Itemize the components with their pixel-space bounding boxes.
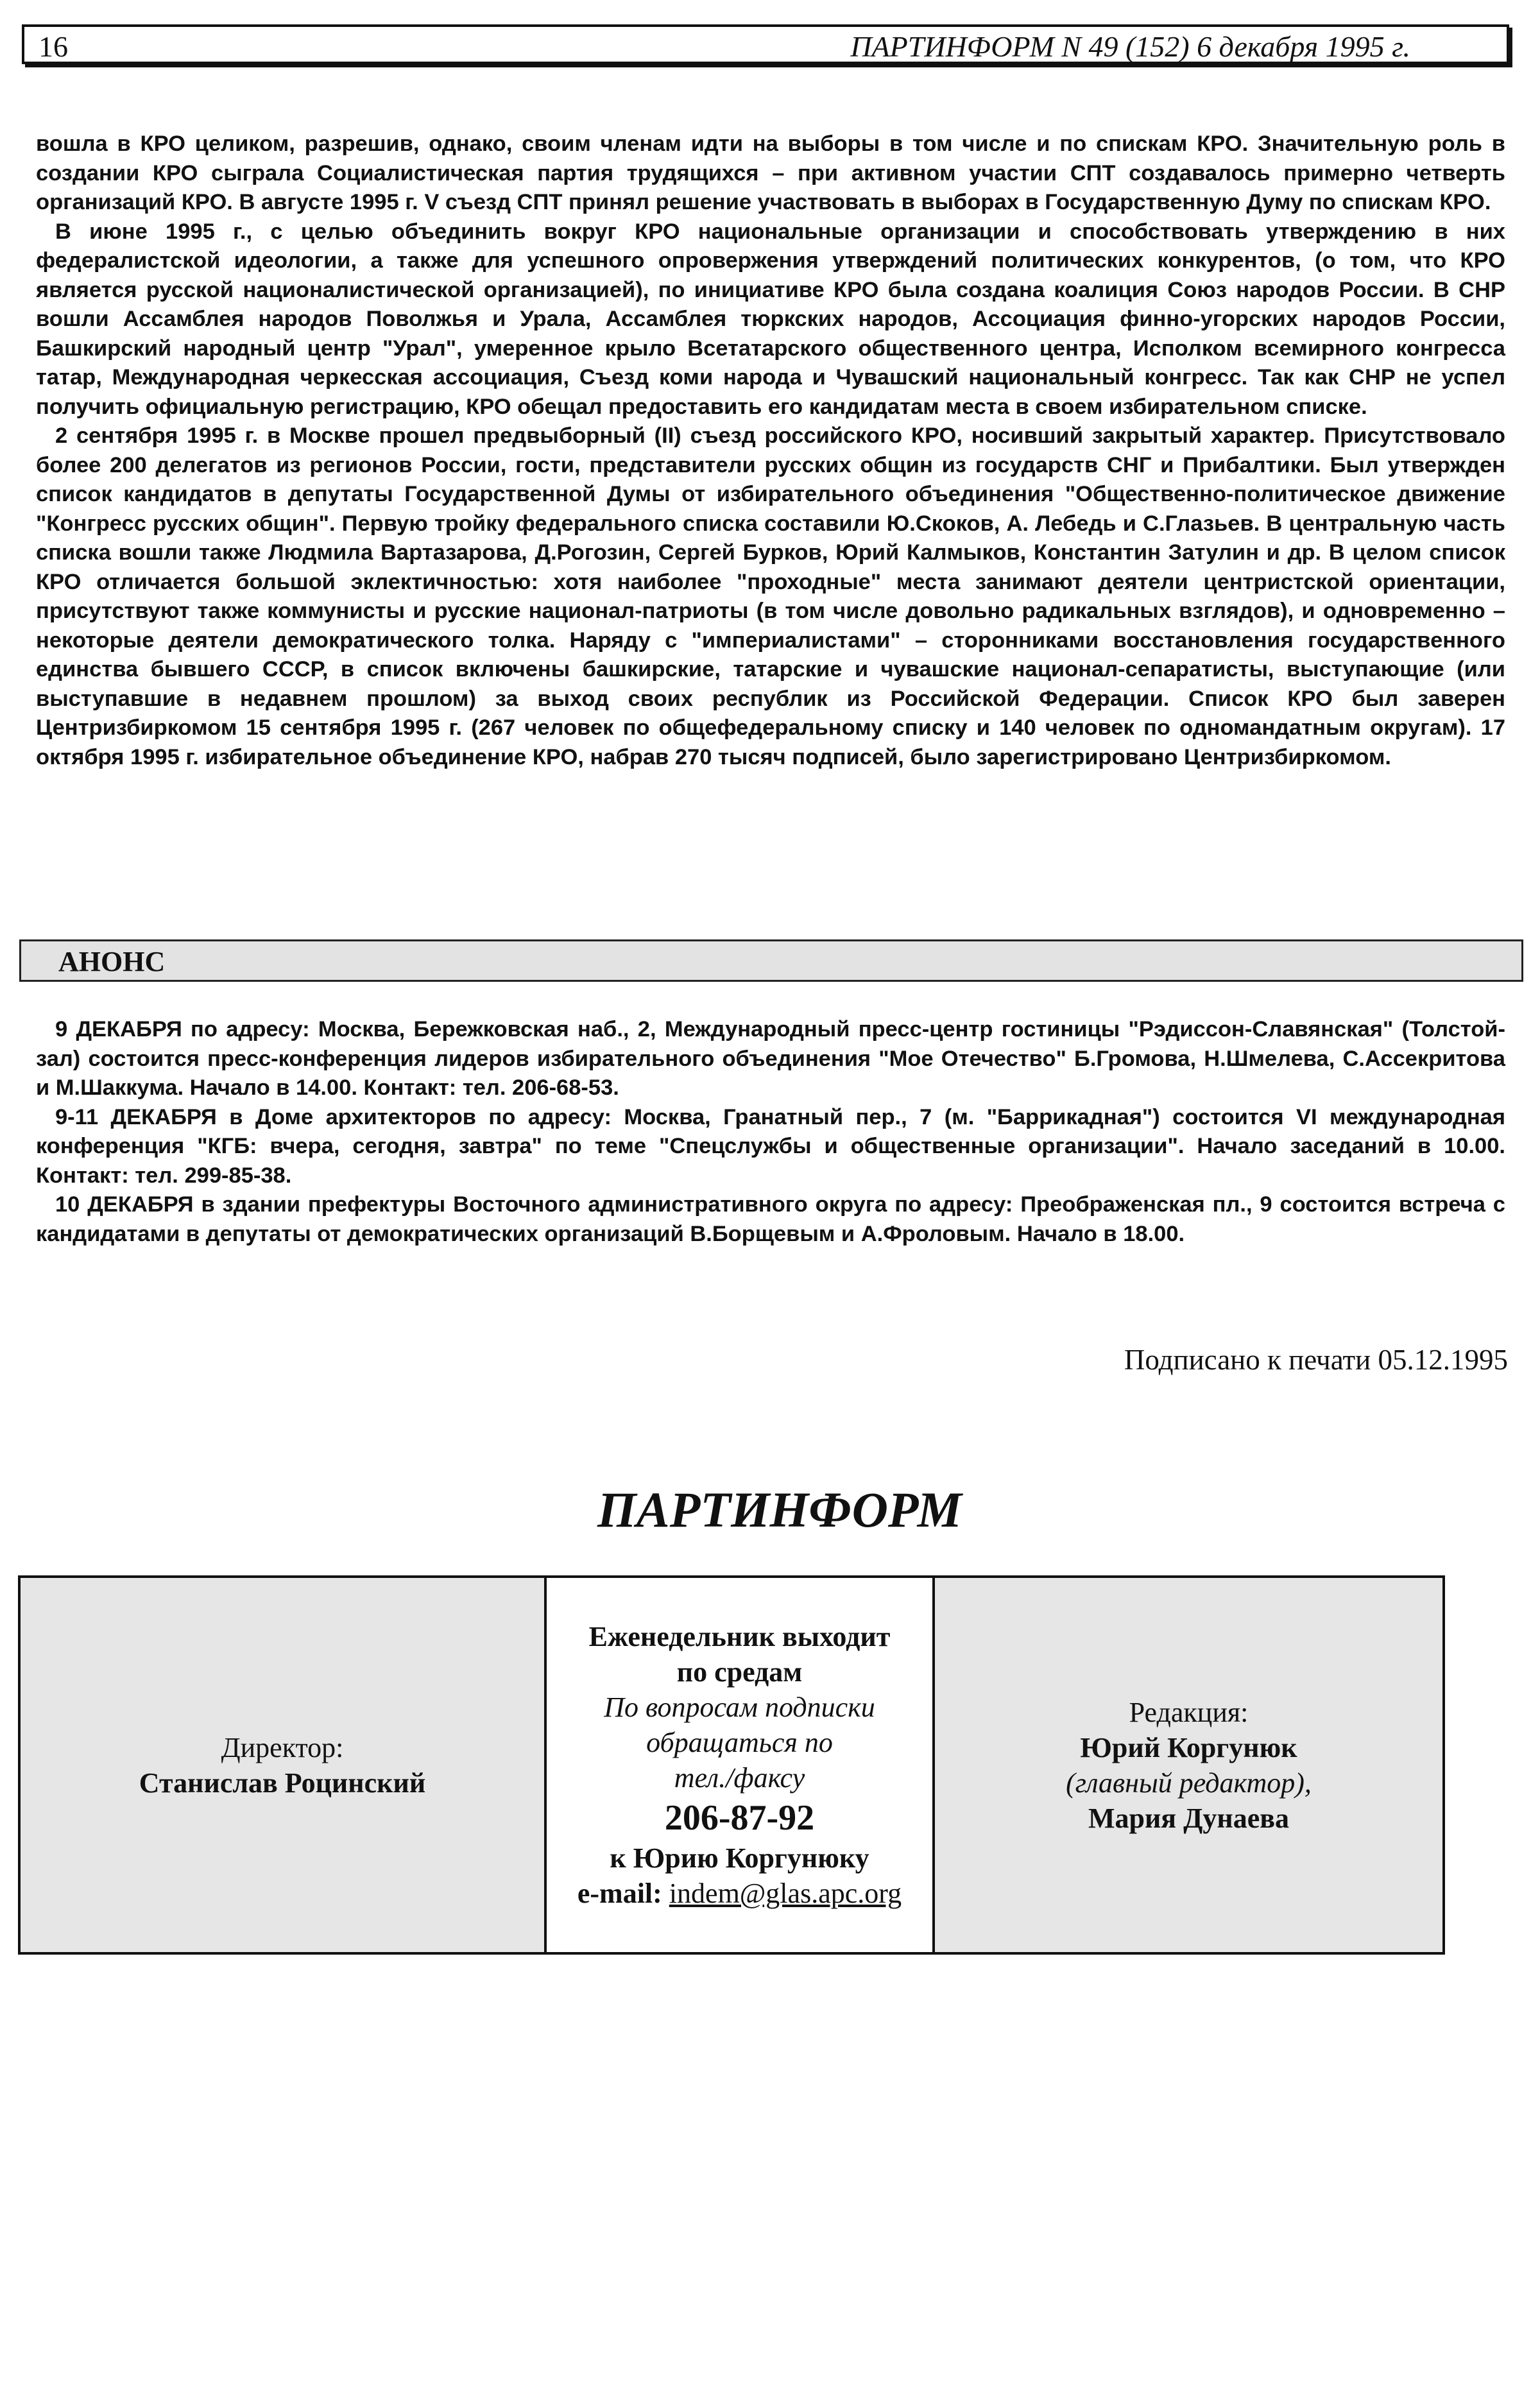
phone-number: 206-87-92	[664, 1798, 815, 1838]
announcement-item: 10 ДЕКАБРЯ в здании префектуры Восточного административного округа по адресу: Преображенская пл., 9 состоится встреча с кандидатами в депутаты от демократических организаций В.Борщевым и А.Фроловым. Начало в 18.00.	[36, 1192, 1505, 1246]
email-line	[578, 1876, 902, 1911]
article-paragraph: В июне 1995 г., с целью объединить вокруг КРО национальные организации и способствовать утверждению в них федералистской идеологии, а также для успешного опровержения утверждений политических конкурентов, (о том, что КРО является русской националистической организацией), по инициативе КРО была создана коалиция Союз народов России. В СНР вошли Ассамблея народов Поволжья и Урала, Ассамблея тюркских народов, Ассоциация финно-угорских народов России, Башкирский народный центр "Урал", умеренное крыло Всетатарского общественного центра, Исполком всемирного конгресса татар, Международная черкесская ассоциация, Съезд коми народа и Чувашский национальный конгресс. Так как СНР не успел получить официальную регистрацию, КРО обещал предоставить его кандидатам места в своем избирательном списке.	[36, 219, 1505, 419]
page-number: 16	[38, 30, 68, 63]
article-paragraph: вошла в КРО целиком, разрешив, однако, своим членам идти на выборы в том числе и по спискам КРО. Значительную роль в создании КРО сыграла Социалистическая партия трудящихся – при активном участии СПТ создавалось примерно четверть организаций КРО. В августе 1995 г. V съезд СПТ принял решение участвовать в выборах в Государственную Думу по спискам КРО.	[36, 132, 1505, 214]
editor2-name: Мария Дунаева	[1088, 1802, 1290, 1834]
masthead-title: ПАРТИНФОРМ	[597, 1482, 962, 1538]
contact-person: к Юрию Коргунюку	[610, 1842, 869, 1874]
editor-role: (главный редактор),	[1066, 1767, 1312, 1799]
director-name: Станислав Роцинский	[139, 1767, 426, 1799]
signed-to-print: Подписано к печати 05.12.1995	[1124, 1344, 1508, 1376]
article-body	[36, 130, 1505, 772]
subscribe-line: тел./факсу	[674, 1762, 805, 1794]
weekly-line: Еженедельник выходит	[588, 1621, 891, 1652]
editorial-label: Редакция:	[1129, 1696, 1249, 1728]
announcements-title: АНОНС	[58, 946, 166, 977]
announcement-item: 9-11 ДЕКАБРЯ в Доме архитекторов по адресу: Москва, Гранатный пер., 7 (м. "Баррикадная") состоится VI международная конференция "КГБ: вчера, сегодня, завтра" по теме "Спецслужбы и общественные организации". Начало заседаний в 10.00. Контакт: тел. 299-85-38.	[36, 1104, 1505, 1188]
director-cell	[21, 1578, 547, 1952]
page-header	[22, 24, 1509, 64]
announcements-body	[36, 1015, 1505, 1249]
article-paragraph: 2 сентября 1995 г. в Москве прошел предвыборный (II) съезд российского КРО, носивший закрытый характер. Присутствовало более 200 делегатов из регионов России, гости, представители русских общин из государств СНГ и Прибалтики. Был утвержден список кандидатов в депутаты Государственной Думы от избирательного объединения "Общественно-политическое движение "Конгресс русских общин". Первую тройку федерального списка составили Ю.Скоков, А. Лебедь и С.Глазьев. В центральную часть списка вошли также Людмила Вартазарова, Д.Рогозин, Сергей Бурков, Юрий Калмыков, Константин Затулин и др. В целом список КРО отличается большой эклектичностью: хотя наиболее "проходные" места занимают деятели центристской ориентации, присутствуют также коммунисты и русские национал-патриоты (в том числе довольно радикальных взглядов), и одновременно – некоторые деятели демократического толка. Наряду с "империалистами" – сторонниками восстановления государственного единства бывшего СССР, в список включены башкирские, татарские и чувашские национал-сепаратисты, выступающие (или выступавшие в недавнем прошлом) за выход своих республик из Российской Федерации. Список КРО был заверен Центризбиркомом 15 сентября 1995 г. (267 человек по общефедеральному списку и 140 человек по одномандатным округам). 17 октября 1995 г. избирательное объединение КРО, набрав 270 тысяч подписей, было зарегистрировано Центризбиркомом.	[36, 424, 1505, 769]
email-label: e-mail:	[577, 1878, 662, 1909]
weekly-day-line: по средам	[676, 1656, 803, 1688]
editor-name: Юрий Коргунюк	[1080, 1731, 1297, 1763]
editorial-cell	[935, 1578, 1442, 1952]
announcement-item: 9 ДЕКАБРЯ по адресу: Москва, Бережковская наб., 2, Международный пресс-центр гостиницы "Рэдиссон-Славянская" (Толстой-зал) состоится пресс-конференция лидеров избирательного объединения "Мое Отечество" Б.Громова, Н.Шмелева, С.Ассекритова и М.Шаккума. Начало в 14.00. Контакт: тел. 206-68-53.	[36, 1017, 1505, 1100]
subscribe-line: По вопросам подписки	[604, 1692, 875, 1723]
director-label: Директор:	[221, 1731, 344, 1763]
email-link[interactable]: indem@glas.apc.org	[669, 1878, 902, 1909]
subscription-cell	[547, 1578, 935, 1952]
imprint-table	[18, 1575, 1445, 1955]
issue-line: ПАРТИНФОРМ N 49 (152) 6 декабря 1995 г.	[850, 30, 1410, 63]
announcements-section-bar	[19, 939, 1523, 982]
subscribe-line: обращаться по	[646, 1727, 833, 1758]
